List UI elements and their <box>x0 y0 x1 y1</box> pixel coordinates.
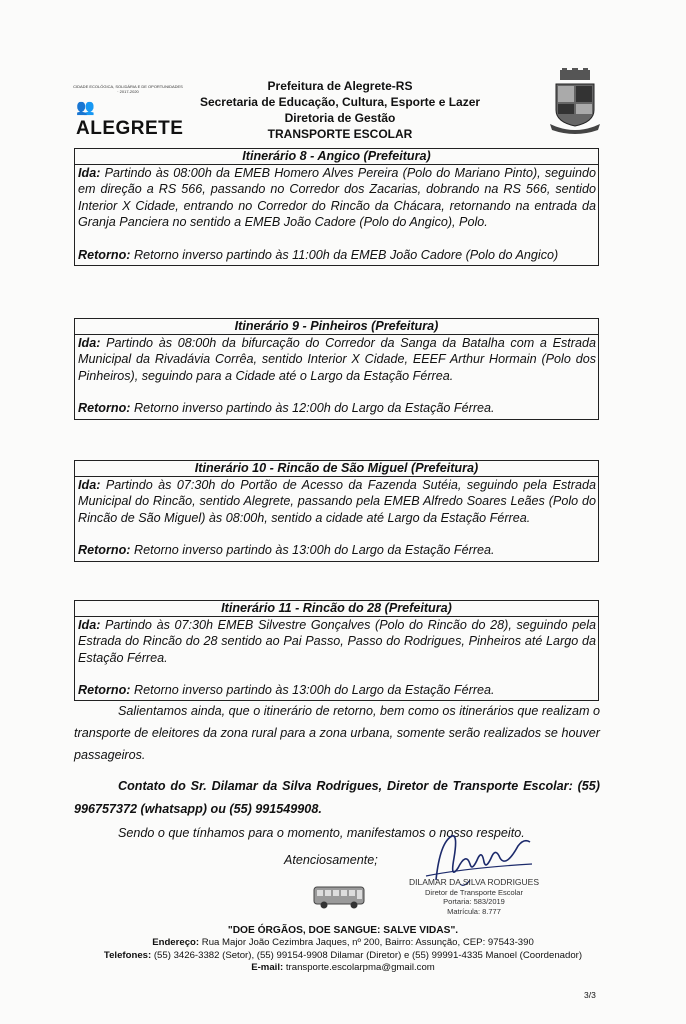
signer-matricula: Matrícula: 8.777 <box>447 906 501 916</box>
closing-sentence: Sendo o que tínhamos para o momento, manifestamos o nosso respeito. <box>118 826 525 840</box>
letterhead <box>190 78 490 142</box>
school-bus-icon <box>312 884 368 910</box>
letterhead-line-2: Secretaria de Educação, Cultura, Esporte e Lazer <box>199 95 481 109</box>
coat-of-arms-icon <box>548 68 602 134</box>
signer-portaria: Portaria: 583/2019 <box>443 897 505 906</box>
logo-tagline: CIDADE ECOLÓGICA, SOLIDÁRIA E DE OPORTUNIDADES · 2017-2020 <box>73 84 183 94</box>
footer-phones: Telefones: (55) 3426-3382 (Setor), (55) 99154-9908 Dilamar (Diretor) e (55) 99991-4335 Manoel (Coordenador) <box>103 949 583 961</box>
logo-name: 👥ALEGRETE <box>76 99 184 139</box>
figures-icon: 👥 <box>76 99 96 116</box>
retorno-paragraph: Retorno: Retorno inverso partindo às 13:00h do Largo da Estação Férrea. <box>78 543 495 558</box>
itinerary-box <box>74 318 599 420</box>
footer-email: E-mail: transporte.escolarpma@gmail.com <box>251 962 435 974</box>
retorno-paragraph: Retorno: Retorno inverso partindo às 13:00h do Largo da Estação Férrea. <box>78 683 495 698</box>
signature-stamp <box>404 878 544 916</box>
signer-role: Diretor de Transporte Escolar <box>425 887 523 897</box>
itinerary-title: Itinerário 8 - Angico (Prefeitura) <box>75 149 598 165</box>
ida-paragraph: Ida: Partindo às 07:30h EMEB Silvestre Gonçalves (Polo do Rincão do 28), seguindo pela Estrada do Rincão do 28 sentido ao Pai Passo, Passo do Rodrigues, Pinheiros até Largo da Estação Férrea. <box>78 618 597 665</box>
salutation: Atenciosamente; <box>284 853 378 867</box>
ida-paragraph: Ida: Partindo às 08:00h da bifurcação do Corredor da Sanga da Batalha com a Estrada Municipal da Rivadávia Corrêa, sentido Interior X Cidade, EEEF Arthur Hormain (Polo dos Pinheiros), seguindo para a Cidade até o Largo da Estação Férrea. <box>78 336 597 383</box>
itinerary-box <box>74 148 599 266</box>
letterhead-line-3: Diretoria de Gestão <box>284 111 396 125</box>
alegrete-logo <box>72 84 184 139</box>
page-number: 3/3 <box>584 990 596 1000</box>
ida-paragraph: Ida: Partindo às 07:30h do Portão de Acesso da Fazenda Sutéia, seguindo pela Estrada Municipal do Rincão, sentido Alegrete, passando pela EMEB Alfredo Soares Leães (Polo do Rincão de São Miguel) às 08:00h, sentido a cidade até Largo da Estação Férrea. <box>78 478 596 525</box>
page-footer <box>40 925 646 975</box>
letterhead-line-4: TRANSPORTE ESCOLAR <box>267 127 413 141</box>
signer-name: DILAMAR DA SILVA RODRIGUES <box>408 877 540 887</box>
contact-paragraph: Contato do Sr. Dilamar da Silva Rodrigues, Diretor de Transporte Escolar: (55) 996757372 (whatsapp) ou (55) 991549908. <box>74 779 600 816</box>
letterhead-line-1: Prefeitura de Alegrete-RS <box>267 79 413 93</box>
retorno-paragraph: Retorno: Retorno inverso partindo às 12:00h do Largo da Estação Férrea. <box>78 401 495 416</box>
footer-address: Endereço: Rua Major João Cezimbra Jaques, nº 200, Bairro: Assunção, CEP: 97543-390 <box>152 937 534 949</box>
footer-motto: "DOE ÓRGÃOS, DOE SANGUE: SALVE VIDAS". <box>227 925 459 936</box>
ida-paragraph: Ida: Partindo às 08:00h da EMEB Homero Alves Pereira (Polo do Mariano Pinto), seguindo em direção a RS 566, passando no Corredor dos Zacarias, dobrando na RS 566, sentido Interior X Cidade, entrando no Corredor do Rincão da Chácara, retornando na entrada da Granja Panciera no sentido a EMEB João Cadore (Polo do Angico), Polo. <box>78 166 596 230</box>
itinerary-box <box>74 460 599 562</box>
note-paragraph: Salientamos ainda, que o itinerário de retorno, bem como os itinerários que realizam o transporte de eleitores da zona rural para a zona urbana, somente serão realizados se houver passageiros. <box>74 704 600 762</box>
itinerary-title: Itinerário 10 - Rincão de São Miguel (Prefeitura) <box>75 461 598 477</box>
itinerary-title: Itinerário 9 - Pinheiros (Prefeitura) <box>75 319 598 335</box>
itinerary-title: Itinerário 11 - Rincão do 28 (Prefeitura) <box>75 601 598 617</box>
itinerary-box <box>74 600 599 701</box>
retorno-paragraph: Retorno: Retorno inverso partindo às 11:00h da EMEB João Cadore (Polo do Angico) <box>78 247 559 262</box>
